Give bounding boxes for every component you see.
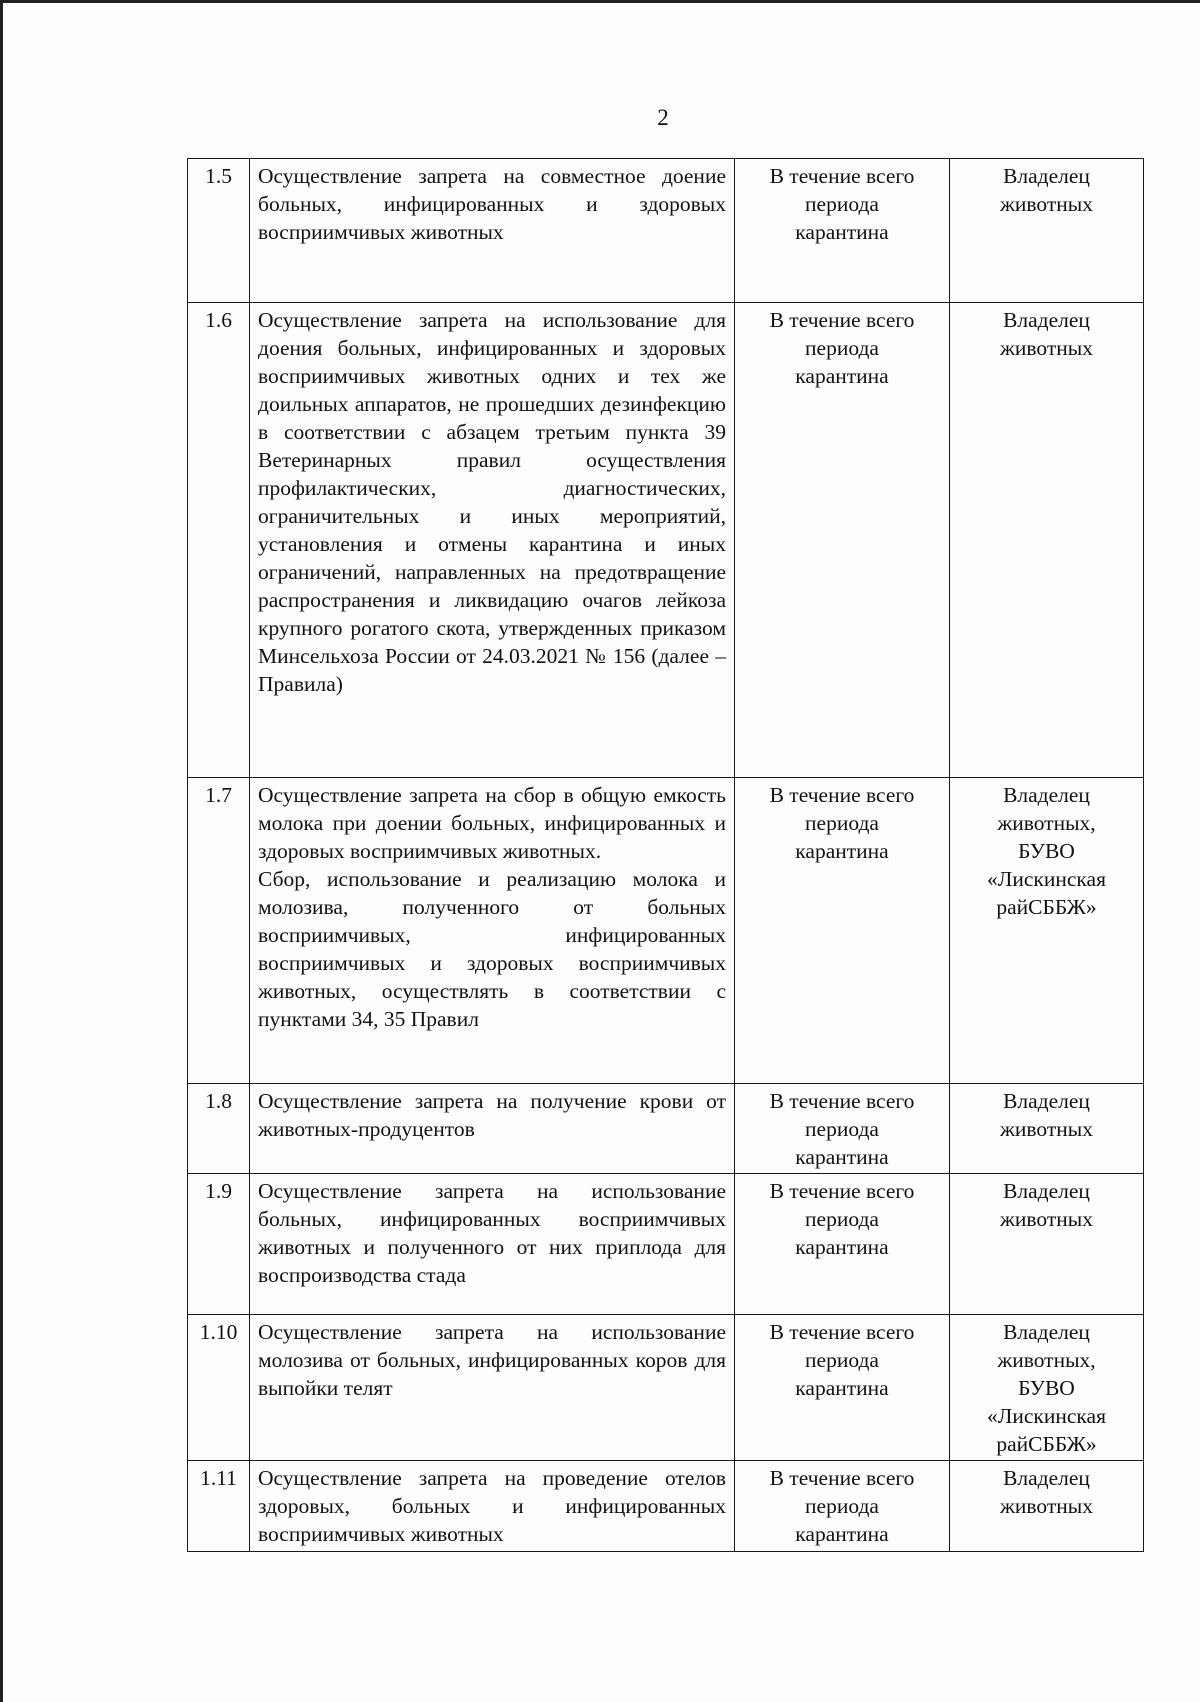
measure-text — [250, 1461, 735, 1552]
row-number: 1.11 — [188, 1461, 250, 1552]
term-cell: В течение всего периода карантина — [735, 159, 950, 303]
measures-table — [187, 158, 1144, 1552]
measure-text — [250, 159, 735, 303]
measure-paragraph: Осуществление запрета на получение крови от животных-продуцентов — [258, 1089, 726, 1141]
row-number: 1.8 — [188, 1084, 250, 1174]
responsible-cell: Владелец животных — [950, 159, 1144, 303]
row-number: 1.6 — [188, 303, 250, 778]
measure-paragraph: Осуществление запрета на использование больных, инфицированных восприимчивых животных и полученного от них приплода для воспроизводства стада — [258, 1179, 726, 1287]
responsible-cell: Владелец животных — [950, 1174, 1144, 1315]
term-cell: В течение всего периода карантина — [735, 778, 950, 1084]
measure-paragraph: Осуществление запрета на сбор в общую емкость молока при доении больных, инфицированных и здоровых восприимчивых животных. — [258, 783, 726, 863]
page-number: 2 — [657, 105, 669, 130]
term-cell: В течение всего периода карантина — [735, 1461, 950, 1552]
term-cell: В течение всего периода карантина — [735, 303, 950, 778]
table-row — [188, 303, 1144, 778]
responsible-cell: Владелец животных, БУВО «Лискинская райСББЖ» — [950, 778, 1144, 1084]
measure-text — [250, 1174, 735, 1315]
measure-text — [250, 778, 735, 1084]
table-row — [188, 159, 1144, 303]
table-row — [188, 1174, 1144, 1315]
table-row — [188, 778, 1144, 1084]
measure-paragraph: Сбор, использование и реализацию молока и молозива, полученного от больных восприимчивых, инфицированных восприимчивых и здоровых восприимчивых животных, осуществлять в соответствии с пунктами 34, 35 Правил — [258, 867, 726, 1031]
measure-text — [250, 303, 735, 778]
responsible-cell: Владелец животных — [950, 1461, 1144, 1552]
responsible-cell: Владелец животных — [950, 303, 1144, 778]
row-number: 1.10 — [188, 1315, 250, 1461]
measure-text — [250, 1315, 735, 1461]
term-cell: В течение всего периода карантина — [735, 1315, 950, 1461]
measure-paragraph: Осуществление запрета на проведение отелов здоровых, больных и инфицированных восприимчивых животных — [258, 1466, 726, 1546]
term-cell: В течение всего периода карантина — [735, 1084, 950, 1174]
row-number: 1.9 — [188, 1174, 250, 1315]
table-row — [188, 1084, 1144, 1174]
row-number: 1.7 — [188, 778, 250, 1084]
table-row — [188, 1461, 1144, 1552]
measure-paragraph: Осуществление запрета на совместное доение больных, инфицированных и здоровых восприимчивых животных — [258, 164, 726, 244]
term-cell: В течение всего периода карантина — [735, 1174, 950, 1315]
row-number: 1.5 — [188, 159, 250, 303]
responsible-cell: Владелец животных — [950, 1084, 1144, 1174]
responsible-cell: Владелец животных, БУВО «Лискинская райСББЖ» — [950, 1315, 1144, 1461]
table-row — [188, 1315, 1144, 1461]
measure-text — [250, 1084, 735, 1174]
measure-paragraph: Осуществление запрета на использование молозива от больных, инфицированных коров для выпойки телят — [258, 1320, 726, 1400]
measure-paragraph: Осуществление запрета на использование для доения больных, инфицированных и здоровых восприимчивых животных одних и тех же доильных аппаратов, не прошедших дезинфекцию в соответствии с абзацем третьим пункта 39 Ветеринарных правил осуществления профилактических, диагностических, ограничительных и иных мероприятий, установления и отмены карантина и иных ограничений, направленных на предотвращение распространения и ликвидацию очагов лейкоза крупного рогатого скота, утвержденных приказом Минсельхоза России от 24.03.2021 № 156 (далее – Правила) — [258, 308, 726, 696]
